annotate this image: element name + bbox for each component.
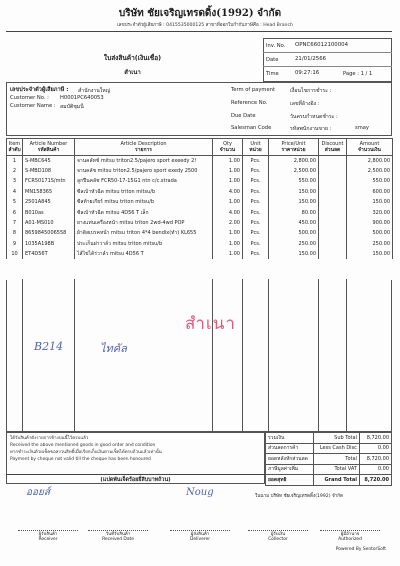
cheque-note-en: Payment by cheque not valid till the cheque has been honoured bbox=[10, 457, 151, 462]
receiver-label: ผู้รับสินค้า Receiver bbox=[38, 532, 58, 542]
deliverer-signature: Noug bbox=[186, 487, 214, 498]
cell-unit: Pcs. bbox=[243, 156, 269, 166]
company-signature-line: ในนาม บริษัท ชัยเจริญเทรดดิ้ง(1992) จำกัด bbox=[255, 494, 343, 499]
items-table-body-space bbox=[6, 280, 392, 432]
cell-description: ไส้ไข่ได้ร่วาล์ว mitsu 4D56 T bbox=[75, 249, 213, 259]
cell-item-number: 5 bbox=[7, 197, 23, 207]
cell-description: ลูกปืนคลัช FCR50-17-15G1 ntn c/c.strada bbox=[75, 176, 213, 186]
cell-article-number: 8659845006558 bbox=[23, 228, 75, 238]
summary-label-th: รวมเงิน bbox=[266, 433, 314, 444]
col-amount: Amount จำนวนเงิน bbox=[347, 139, 393, 156]
col-price: Price/Unit ราคาหน่วย bbox=[269, 139, 319, 156]
copy-stamp: สำเนา bbox=[185, 314, 236, 334]
branch-value: สำนักงานใหญ่ bbox=[78, 88, 111, 94]
cell-price: 550.00 bbox=[269, 176, 319, 186]
table-row bbox=[7, 218, 393, 228]
salesman-value: รหัสพนักงานขาย : bbox=[290, 126, 332, 132]
reference-label: Reference No. bbox=[231, 100, 268, 106]
table-row bbox=[7, 166, 393, 176]
cell-article-number: FCR50171S/mtn bbox=[23, 176, 75, 186]
table-row bbox=[7, 197, 393, 207]
cell-qty: 2.00 bbox=[213, 218, 243, 228]
cell-price: 450.00 bbox=[269, 218, 319, 228]
customer-no-value: H0001PC640053 bbox=[60, 95, 104, 101]
cell-discount bbox=[319, 176, 347, 186]
cell-discount bbox=[319, 187, 347, 197]
table-row bbox=[7, 156, 393, 166]
summary-row bbox=[266, 443, 392, 454]
cell-description: ซีลเบ้าหัวฉีด mitsu 4D56 T เล็ก bbox=[75, 207, 213, 217]
header-divider bbox=[6, 31, 392, 32]
cell-discount bbox=[319, 239, 347, 249]
handwritten-note: ไทคัล bbox=[100, 342, 127, 355]
received-date-label: วันที่รับสินค้า Received Date bbox=[102, 532, 134, 542]
col-description: Article Description รายการ bbox=[75, 139, 213, 156]
cell-price: 150.00 bbox=[269, 249, 319, 259]
cell-amount: 250.00 bbox=[347, 239, 393, 249]
cell-amount: 2,500.00 bbox=[347, 166, 393, 176]
authorized-label: ผู้มีอำนาจ Authorized bbox=[338, 532, 362, 542]
cell-description: ซีลเบ้าหัวฉีด mitsu triton mitsu/b bbox=[75, 187, 213, 197]
cell-description: ยางแท่นเครื่องหน้า mitsu triton 2wd-4wd POP bbox=[75, 218, 213, 228]
summary-row bbox=[266, 433, 392, 444]
cell-amount: 320.00 bbox=[347, 207, 393, 217]
cheque-note-th: หากชำระเงินด้วยเช็คขอสงวนสิทธิ์เมื่อเรียกเก็บเงินตามเช็คได้ครบถ้วนแล้วเท่านั้น bbox=[10, 450, 162, 455]
cell-amount: 600.00 bbox=[347, 187, 393, 197]
table-row bbox=[7, 207, 393, 217]
cell-unit: Pcs. bbox=[243, 197, 269, 207]
summary-row bbox=[266, 475, 392, 486]
customer-name-value: สมบัติชุมนี bbox=[60, 104, 84, 110]
cell-item-number: 9 bbox=[7, 239, 23, 249]
page-number: Page : 1 / 1 bbox=[343, 71, 373, 77]
summary-label-th: ยอดหลังหักส่วนลด bbox=[266, 454, 314, 465]
cell-description: ผ้าดิสเบรคหน้า mitsu triton 4*4 bendix(ทำ) KL655 bbox=[75, 228, 213, 238]
tax-id-line: เลขประจำตัวผู้เสียภาษี : 0415535000125 สาขาที่ออกใบกำกับภาษีคือ : Head Branch bbox=[117, 23, 293, 28]
summary-label-en: Sub Total bbox=[314, 433, 359, 444]
cell-price: 2,500.00 bbox=[269, 166, 319, 176]
cell-unit: Pcs. bbox=[243, 239, 269, 249]
cell-unit: Pcs. bbox=[243, 176, 269, 186]
cell-qty: 1.00 bbox=[213, 197, 243, 207]
cell-qty: 1.00 bbox=[213, 166, 243, 176]
cell-discount bbox=[319, 218, 347, 228]
summary-label-en: Total VAT bbox=[314, 464, 359, 475]
copy-label: สำเนา bbox=[124, 69, 141, 76]
cell-discount bbox=[319, 228, 347, 238]
cell-discount bbox=[319, 156, 347, 166]
cell-item-number: 10 bbox=[7, 249, 23, 259]
cell-unit: Pcs. bbox=[243, 249, 269, 259]
cell-amount: 550.00 bbox=[347, 176, 393, 186]
table-row bbox=[7, 249, 393, 259]
cell-item-number: 1 bbox=[7, 156, 23, 166]
reference-value: เลขที่อ้างอิง : bbox=[290, 101, 320, 107]
summary-row bbox=[266, 464, 392, 475]
col-item: Item ลำดับ bbox=[7, 139, 23, 156]
summary-value: 8,720.00 bbox=[359, 475, 391, 486]
time-value: 09:27:16 bbox=[295, 70, 320, 76]
summary-label-en: Total bbox=[314, 454, 359, 465]
cell-unit: Pcs. bbox=[243, 187, 269, 197]
cell-price: 250.00 bbox=[269, 239, 319, 249]
cell-item-number: 6 bbox=[7, 207, 23, 217]
cell-amount: 500.00 bbox=[347, 228, 393, 238]
cell-qty: 1.00 bbox=[213, 228, 243, 238]
cell-article-number: ET4D56T bbox=[23, 249, 75, 259]
cell-unit: Pcs. bbox=[243, 228, 269, 238]
cell-item-number: 3 bbox=[7, 176, 23, 186]
cell-description: จานคลัทช์ mitsu triton2.5/pajero sport exeedy 2! bbox=[75, 156, 213, 166]
cell-qty: 1.00 bbox=[213, 176, 243, 186]
cell-price: 150.00 bbox=[269, 187, 319, 197]
due-date-label: Due Date bbox=[231, 113, 256, 119]
deliverer-label: ผู้ส่งสินค้า Deliverer bbox=[189, 532, 211, 542]
term-label: Term of payment bbox=[231, 87, 275, 93]
cell-qty: 1.00 bbox=[213, 156, 243, 166]
cell-discount bbox=[319, 249, 347, 259]
col-qty: Qty จำนวน bbox=[213, 139, 243, 156]
col-discount: Discount ส่วนลด bbox=[319, 139, 347, 156]
summary-value: 8,720.00 bbox=[359, 433, 391, 444]
cell-discount bbox=[319, 197, 347, 207]
company-name: บริษัท ชัยเจริญเทรดดิ้ง(1992) จำกัด bbox=[118, 8, 282, 19]
cell-price: 2,800.00 bbox=[269, 156, 319, 166]
table-row bbox=[7, 239, 393, 249]
cell-amount: 900.00 bbox=[347, 218, 393, 228]
cell-amount: 150.00 bbox=[347, 249, 393, 259]
inv-no-label: Inv. No. bbox=[266, 43, 286, 49]
term-value: เงื่อนไขการชำระ : bbox=[290, 88, 332, 94]
received-note-en: Received the above mentioned goods in good order and condition bbox=[10, 443, 156, 448]
summary-label-en: Grand Total bbox=[314, 475, 359, 486]
cell-item-number: 8 bbox=[7, 228, 23, 238]
items-table bbox=[6, 138, 393, 259]
cell-amount: 150.00 bbox=[347, 197, 393, 207]
document-type-title: ใบส่งสินค้า(เงินเชื่อ) bbox=[103, 54, 162, 62]
customer-no-label: Customer No. : bbox=[10, 95, 49, 101]
summary-value: 8,720.00 bbox=[359, 454, 391, 465]
col-article-number: Article Number รหัสสินค้า bbox=[23, 139, 75, 156]
cell-qty: 4.00 bbox=[213, 207, 243, 217]
summary-label-th: ส่วนลดการค้า bbox=[266, 443, 314, 454]
table-row bbox=[7, 176, 393, 186]
summary-value: 0.00 bbox=[359, 443, 391, 454]
col-unit: Unit หน่วย bbox=[243, 139, 269, 156]
table-header-row bbox=[7, 139, 393, 156]
cell-price: 150.00 bbox=[269, 197, 319, 207]
table-row bbox=[7, 228, 393, 238]
summary-label-th: ภาษีมูลค่าเพิ่ม bbox=[266, 464, 314, 475]
summary-value: 0.00 bbox=[359, 464, 391, 475]
time-label: Time bbox=[266, 71, 279, 77]
cell-unit: Pcs. bbox=[243, 166, 269, 176]
receiver-signature: ออยส์ bbox=[26, 487, 50, 498]
summary-table bbox=[265, 432, 392, 486]
cell-article-number: 2501A845 bbox=[23, 197, 75, 207]
handwritten-code: B214 bbox=[34, 340, 64, 353]
collector-label: ผู้รับเงิน Collector bbox=[268, 532, 288, 542]
due-date-value: วันครบกำหนดชำระ : bbox=[290, 114, 338, 120]
salesman-code: smay bbox=[355, 125, 370, 131]
cell-article-number: A01-MS010 bbox=[23, 218, 75, 228]
received-note-th: ได้รับสินค้าดังรายการข้างบนนี้ไว้ครบแล้ว bbox=[10, 436, 89, 441]
summary-row bbox=[266, 454, 392, 465]
cell-article-number: S-MBC645 bbox=[23, 156, 75, 166]
cell-description: ซีลท้ายเกียร์ mitsu triton mitsu/b bbox=[75, 197, 213, 207]
cell-article-number: S-MBD108 bbox=[23, 166, 75, 176]
cell-unit: Pcs. bbox=[243, 207, 269, 217]
table-row bbox=[7, 187, 393, 197]
cell-discount bbox=[319, 207, 347, 217]
cell-price: 500.00 bbox=[269, 228, 319, 238]
customer-name-label: Customer Name : bbox=[10, 103, 56, 109]
powered-by: Powered By SentorSoft bbox=[335, 547, 386, 552]
cell-qty: 1.00 bbox=[213, 239, 243, 249]
summary-label-th: ยอดสุทธิ bbox=[266, 475, 314, 486]
branch-label: เลขประจำตัวผู้เสียภาษี : bbox=[10, 87, 69, 93]
amount-in-words: (แปดพันเจ็ดร้อยยี่สิบบาทถ้วน) bbox=[100, 477, 171, 483]
cell-qty: 1.00 bbox=[213, 249, 243, 259]
cell-amount: 2,800.00 bbox=[347, 156, 393, 166]
cell-item-number: 7 bbox=[7, 218, 23, 228]
salesman-label: Salesman Code bbox=[231, 125, 272, 131]
inv-no-value: OPNC66012100004 bbox=[295, 42, 349, 48]
cell-item-number: 4 bbox=[7, 187, 23, 197]
cell-article-number: B010as bbox=[23, 207, 75, 217]
cell-description: ประเก็นฝาวาล์ว mitsu triton mitsu/b bbox=[75, 239, 213, 249]
summary-label-en: Less Cash Disc bbox=[314, 443, 359, 454]
cell-article-number: MN158365 bbox=[23, 187, 75, 197]
cell-discount bbox=[319, 166, 347, 176]
date-value: 21/01/2566 bbox=[295, 56, 327, 62]
cell-price: 80.00 bbox=[269, 207, 319, 217]
cell-qty: 4.00 bbox=[213, 187, 243, 197]
cell-item-number: 2 bbox=[7, 166, 23, 176]
cell-unit: Pcs. bbox=[243, 218, 269, 228]
cell-description: จานคลัช mitsu triton2.5/pajero sport exedy 2500 bbox=[75, 166, 213, 176]
cell-article-number: 1035A198B bbox=[23, 239, 75, 249]
date-label: Date bbox=[266, 57, 279, 63]
